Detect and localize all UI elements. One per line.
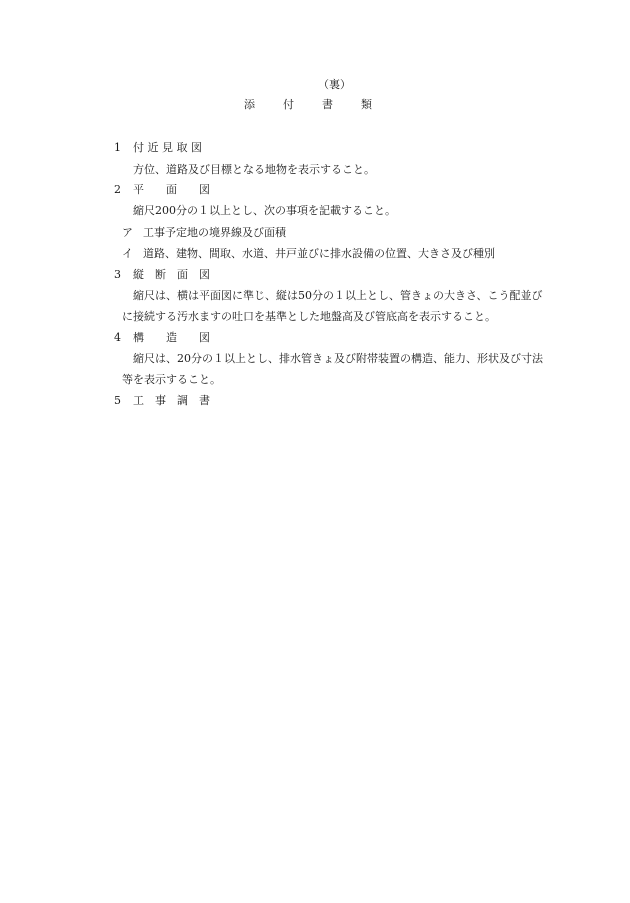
section-3-paragraph-line-1: 縮尺は、横は平面図に準じ、縦は50分の１以上とし、管きょの大きさ、こう配並び [133,289,543,302]
section-4-number: 4 [114,331,121,344]
section-2-number: 2 [114,183,121,196]
section-2-item-a-text: 工事予定地の境界線及び面積 [143,226,286,239]
section-5-number: 5 [114,394,121,407]
section-3-heading: 縦 断 面 図 [133,268,210,281]
section-2-item-a-marker: ア [122,226,133,239]
section-5-heading: 工 事 調 書 [133,394,210,407]
back-side-label: （裏） [318,78,351,91]
section-3-number: 3 [114,268,121,281]
page-title: 添 付 書 類 [244,98,374,111]
section-4-heading: 構 造 図 [133,331,210,344]
section-4-paragraph-line-2: 等を表示すること。 [122,373,221,386]
section-2-heading: 平 面 図 [133,183,210,196]
section-1-paragraph: 方位、道路及び目標となる地物を表示すること。 [133,163,375,176]
section-1-heading: 付 近 見 取 図 [133,141,202,154]
section-2-item-b-text: 道路、建物、間取、水道、井戸並びに排水設備の位置、大きさ及び種別 [143,247,495,260]
section-4-paragraph-line-1: 縮尺は、20分の１以上とし、排水管きょ及び附帯装置の構造、能力、形状及び寸法 [133,352,543,365]
section-2-item-b-marker: イ [122,247,133,260]
section-1-number: 1 [114,141,121,154]
section-2-paragraph: 縮尺200分の１以上とし、次の事項を記載すること。 [133,204,396,217]
section-3-paragraph-line-2: に接続する汚水ますの吐口を基準とした地盤高及び管底高を表示すること。 [122,310,496,323]
